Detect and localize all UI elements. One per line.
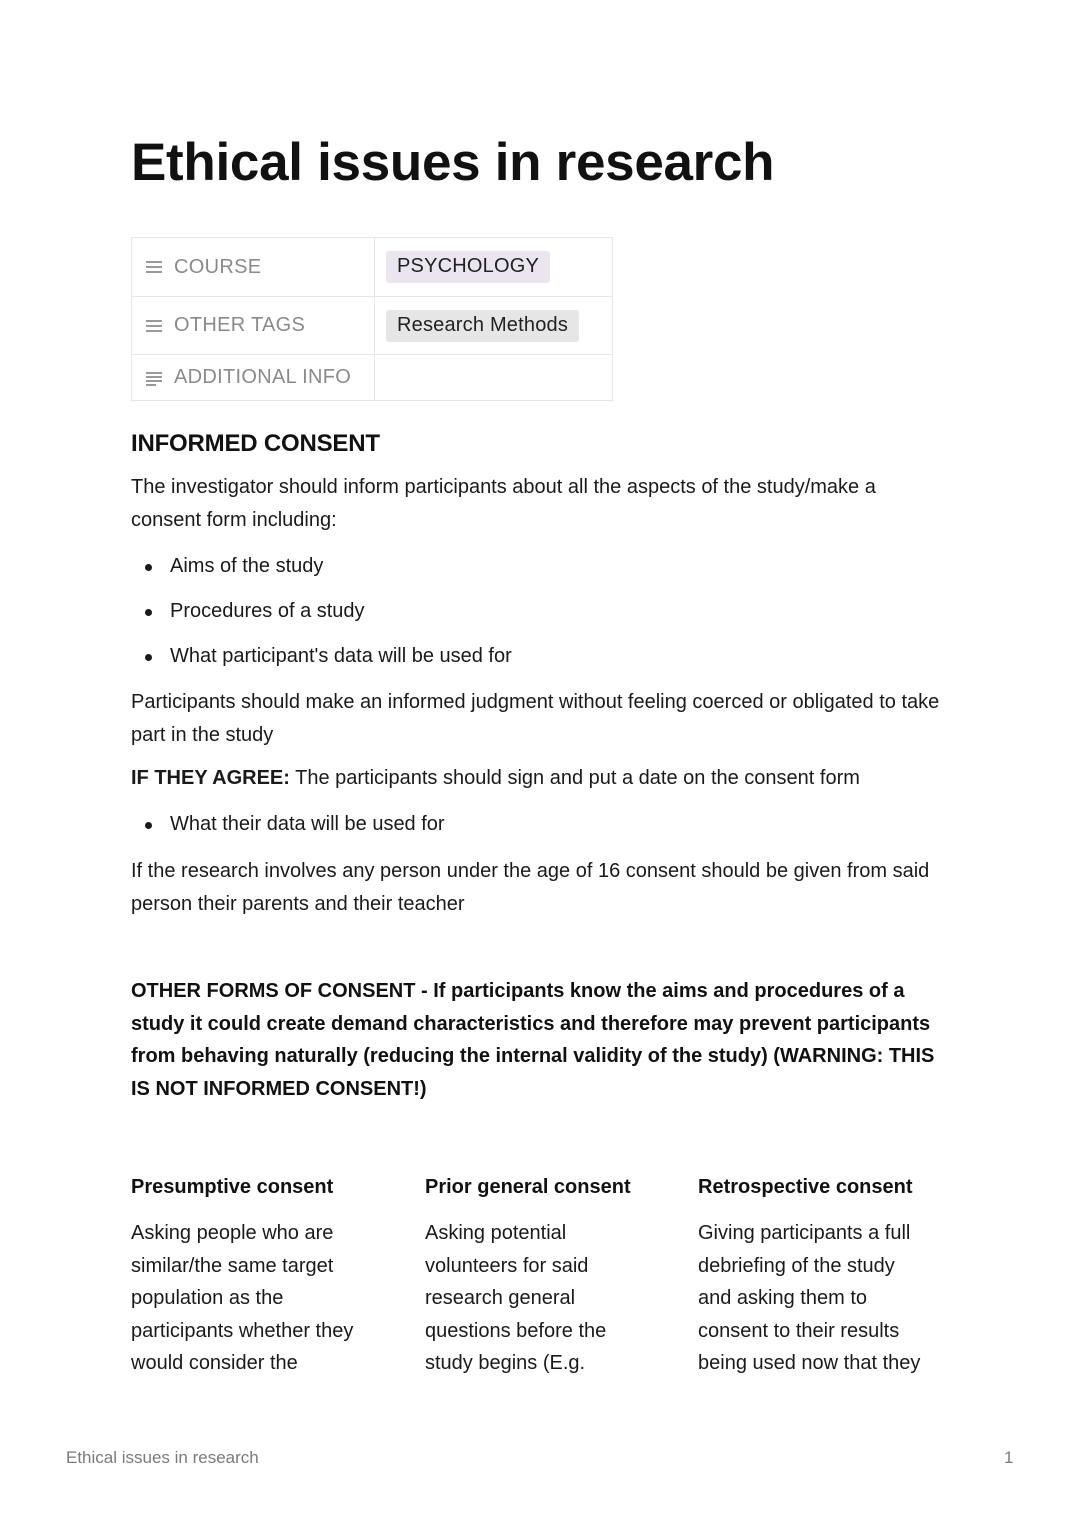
column-line: similar/the same target xyxy=(131,1254,334,1277)
property-row-other-tags xyxy=(132,297,613,355)
column-heading: Prior general consent xyxy=(425,1176,631,1198)
column-line: and asking them to xyxy=(698,1287,867,1309)
judgment-paragraph: Participants should make an informed judgment without feeling coerced or obligated to take part in the study xyxy=(131,691,940,746)
column-line: questions before the xyxy=(425,1319,607,1342)
column-line: population as the xyxy=(131,1287,284,1309)
list-item: What participant's data will be used for xyxy=(131,640,512,685)
agree-paragraph xyxy=(131,762,951,795)
page-number: 1 xyxy=(1004,1448,1014,1467)
column-line: participants whether they xyxy=(131,1319,354,1342)
course-tag[interactable]: PSYCHOLOGY xyxy=(386,251,550,283)
column-line: research general xyxy=(425,1287,576,1309)
column-heading: Retrospective consent xyxy=(698,1176,913,1198)
column-line: consent to their results xyxy=(698,1319,900,1342)
agree-text: The participants should sign and put a date on the consent form xyxy=(289,767,860,789)
footer-title: Ethical issues in research xyxy=(66,1448,259,1467)
agree-bullet-list xyxy=(131,808,445,853)
column-line: being used now that they xyxy=(698,1352,921,1374)
column-line: Asking potential xyxy=(425,1222,567,1244)
column-line: debriefing of the study xyxy=(698,1254,895,1277)
column-prior-general xyxy=(425,1172,675,1380)
other-forms-label: OTHER FORMS OF CONSENT xyxy=(131,980,416,1002)
property-row-course xyxy=(132,238,613,297)
other-forms-desc: If participants know the aims and procedures of a study it could create demand characteristics and therefore may prevent participants from behaving naturally (reducing the internal validity of the study) (WARNING: THIS IS NOT INFORMED CONSENT!) xyxy=(131,980,935,1100)
properties-table xyxy=(131,237,613,401)
section-heading: INFORMED CONSENT xyxy=(131,430,380,457)
additional-info-value[interactable] xyxy=(375,355,613,401)
column-heading: Presumptive consent xyxy=(131,1176,334,1198)
property-label: ADDITIONAL INFO xyxy=(174,366,352,388)
list-item: Procedures of a study xyxy=(131,595,512,640)
column-retrospective xyxy=(698,1172,958,1380)
consent-bullet-list xyxy=(131,550,512,685)
column-line: Asking people who are xyxy=(131,1222,334,1244)
column-line: would consider the xyxy=(131,1352,298,1374)
property-label: OTHER TAGS xyxy=(174,314,306,336)
text-lines-icon xyxy=(146,372,162,384)
list-item: Aims of the study xyxy=(131,550,512,595)
intro-paragraph: The investigator should inform participants about all the aspects of the study/make a consent form including: xyxy=(131,476,876,531)
list-icon xyxy=(146,261,162,273)
property-label: COURSE xyxy=(174,255,262,278)
list-icon xyxy=(146,320,162,332)
agree-label: IF THEY AGREE: xyxy=(131,767,290,789)
column-line: Giving participants a full xyxy=(698,1222,911,1244)
separator: - xyxy=(415,980,434,1002)
other-forms-paragraph xyxy=(131,975,941,1105)
under-16-paragraph: If the research involves any person under the age of 16 consent should be given from said person their parents and their teacher xyxy=(131,860,930,915)
other-tag[interactable]: Research Methods xyxy=(386,310,579,342)
list-item: What their data will be used for xyxy=(131,808,445,853)
property-row-additional-info xyxy=(132,355,613,401)
column-presumptive xyxy=(131,1172,401,1380)
column-line: study begins (E.g. xyxy=(425,1352,586,1374)
page-title: Ethical issues in research xyxy=(131,133,775,192)
column-line: volunteers for said xyxy=(425,1254,589,1277)
